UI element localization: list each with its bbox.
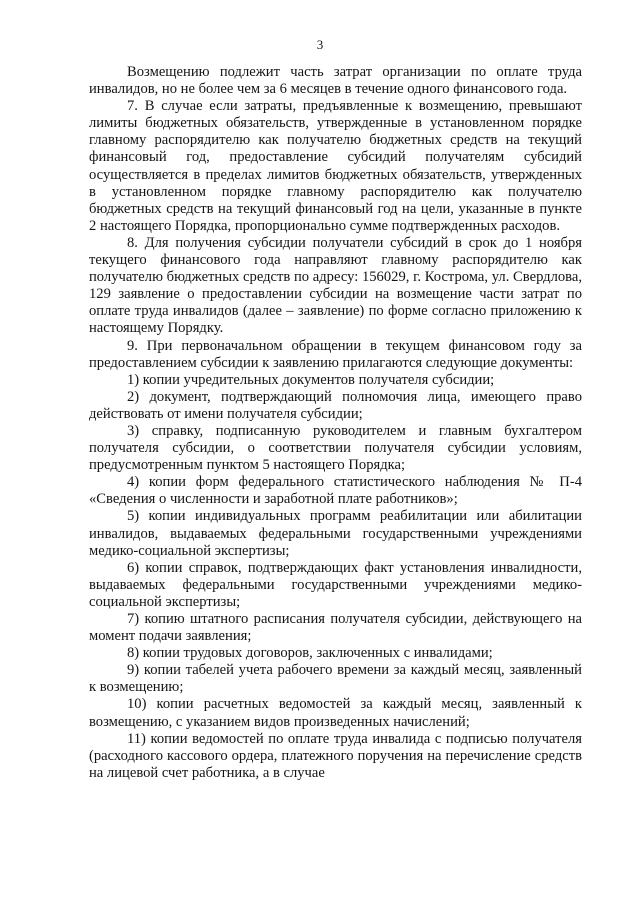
paragraph-7: 7. В случае если затраты, предъявленные к возмещению, превышают лимиты бюджетных обязательств, утвержденные в установленном порядке главному распорядителю как получателю бюджетных средств на текущий финансовый год, предоставление субсидий получателям субсидий осуществляется в пределах лимитов бюджетных обязательств, утвержденных в установленном порядке главному распорядителю как получателю бюджетных средств на текущий финансовый год на цели, указанные в пункте 2 настоящего Порядка, пропорционально сумме подтвержденных расходов.: [89, 98, 582, 234]
paragraph-8: 8. Для получения субсидии получатели субсидий в срок до 1 ноября текущего финансового года направляют главному распорядителю как получателю бюджетных средств по адресу: 156029, г. Кострома, ул. Свердлова, 129 заявление о предоставлении субсидии на возмещение части затрат по оплате труда инвалидов (далее – заявление) по форме согласно приложению к настоящему Порядку.: [89, 234, 582, 337]
list-item-3: 3) справку, подписанную руководителем и главным бухгалтером получателя субсидии, о соответствии получателя субсидии условиям, предусмотренным пунктом 5 настоящего Порядка;: [89, 422, 582, 474]
list-item-11: 11) копии ведомостей по оплате труда инвалида с подписью получателя (расходного кассового ордера, платежного поручения на перечисление средств на лицевой счет работника, а в случае: [89, 730, 582, 781]
list-item-5: 5) копии индивидуальных программ реабилитации или абилитации инвалидов, выдаваемых федеральными государственными учреждениями медико-социальной экспертизы;: [89, 508, 582, 559]
list-item-7: 7) копию штатного расписания получателя субсидии, действующего на момент подачи заявления;: [89, 611, 582, 645]
paragraph-compensation-limit: Возмещению подлежит часть затрат организации по оплате труда инвалидов, но не более чем за 6 месяцев в течение одного финансового года.: [89, 64, 582, 98]
list-item-6: 6) копии справок, подтверждающих факт установления инвалидности, выдаваемых федеральными государственными учреждениями медико-социальной экспертизы;: [89, 559, 582, 610]
list-item-9: 9) копии табелей учета рабочего времени за каждый месяц, заявленный к возмещению;: [89, 662, 582, 696]
document-body: [89, 64, 582, 782]
list-item-1: 1) копии учредительных документов получателя субсидии;: [127, 371, 495, 388]
page-number: 3: [316, 37, 324, 52]
list-item-10: 10) копии расчетных ведомостей за каждый месяц, заявленный к возмещению, с указанием видов произведенных начислений;: [89, 696, 582, 730]
list-item-8: 8) копии трудовых договоров, заключенных с инвалидами;: [127, 645, 493, 662]
list-item-4: 4) копии форм федерального статистического наблюдения № П-4 «Сведения о численности и заработной плате работников»;: [89, 474, 582, 508]
paragraph-9: 9. При первоначальном обращении в текущем финансовом году за предоставлением субсидии к заявлению прилагаются следующие документы:: [89, 337, 582, 371]
list-item-2: 2) документ, подтверждающий полномочия лица, имеющего право действовать от имени получателя субсидии;: [89, 388, 582, 422]
